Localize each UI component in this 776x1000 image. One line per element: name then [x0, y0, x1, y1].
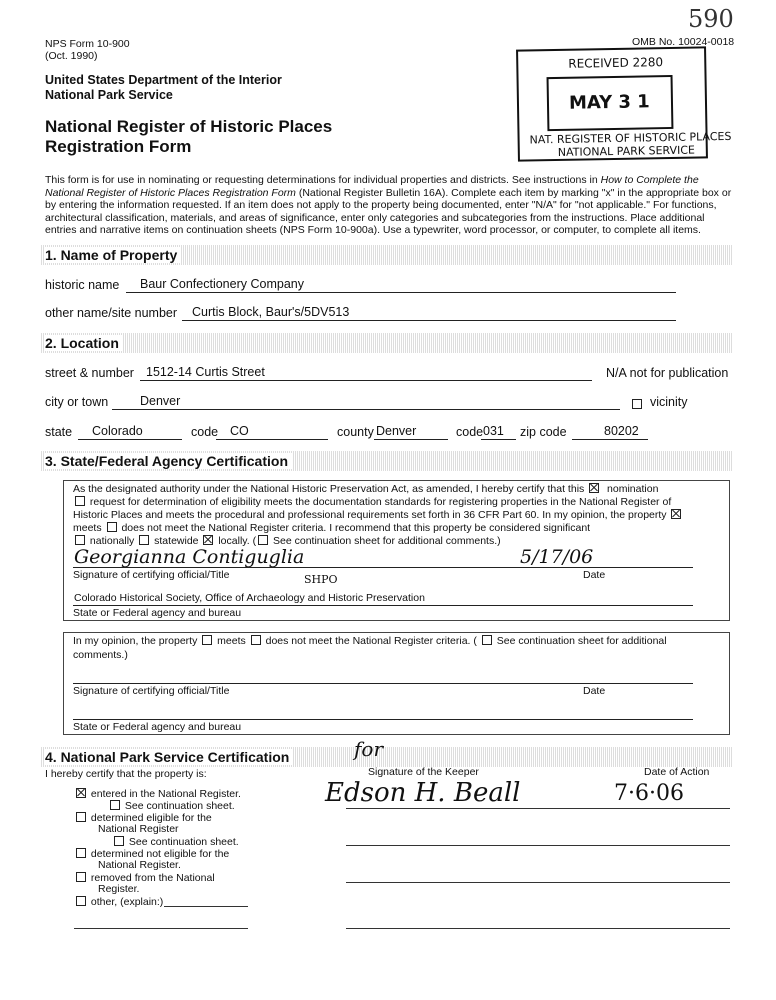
other-name-field[interactable]: Curtis Block, Baur's/5DV513: [182, 305, 676, 321]
historic-name-field[interactable]: Baur Confectionery Company: [126, 277, 676, 293]
option-not-eligible-2: National Register.: [98, 859, 181, 871]
county-label: county: [337, 425, 374, 439]
other-explain-line[interactable]: [164, 906, 248, 907]
date-label: Date: [583, 569, 606, 581]
form-date: (Oct. 1990): [45, 50, 98, 62]
stamp-line1: NAT. REGISTER OF HISTORIC PLACES: [529, 129, 732, 147]
zip-field[interactable]: 80202: [572, 424, 648, 440]
option-label: determined not eligible for the: [90, 848, 230, 860]
continuation-checkbox[interactable]: [258, 535, 268, 545]
street-label: street & number: [45, 366, 134, 380]
action-date: 7·6·06: [614, 781, 684, 806]
option-removed-2: Register.: [98, 883, 140, 895]
keeper-for: for: [354, 737, 384, 761]
state-code-label: code: [191, 425, 219, 439]
section-4-header: [40, 747, 732, 767]
handwritten-number: 590: [688, 5, 734, 33]
cert-line-2: [73, 496, 671, 509]
county-field[interactable]: Denver: [374, 424, 448, 440]
vicinity-checkbox[interactable]: [632, 399, 642, 409]
option-eligible-continuation: [112, 836, 239, 849]
b2-continuation-checkbox[interactable]: [482, 635, 492, 645]
nomination-checkbox[interactable]: [589, 483, 599, 493]
department: United States Department of the Interior: [45, 73, 282, 87]
statewide-label: statewide: [154, 535, 199, 547]
cert-line-4: [73, 522, 590, 535]
section-1-header: [40, 245, 732, 265]
continuation-label: See continuation sheet for additional comments.): [273, 535, 501, 547]
keeper-line-4[interactable]: [346, 928, 730, 929]
opinion-text: In my opinion, the property: [73, 635, 198, 647]
cert-text: request for determination of eligibility meets the documentation standards for registering properties in the National Register of: [89, 496, 672, 508]
nationally-checkbox[interactable]: [75, 535, 85, 545]
eligible-checkbox[interactable]: [76, 812, 86, 822]
historic-name-label: historic name: [45, 278, 120, 292]
form-number: NPS Form 10-900: [45, 38, 130, 50]
certifying-signature: Georgianna Contiguglia: [74, 546, 305, 568]
b2-meets-checkbox[interactable]: [202, 635, 212, 645]
locally-label: locally. (: [218, 535, 257, 547]
b2-does-not-meet-checkbox[interactable]: [251, 635, 261, 645]
option-label: determined eligible for the: [90, 812, 212, 824]
opinion-line: [73, 635, 667, 648]
section-2-header: [40, 333, 732, 353]
signature-label: Signature of certifying official/Title: [73, 569, 230, 581]
continuation-checkbox[interactable]: [114, 836, 124, 846]
option-entered: [74, 788, 241, 801]
b2-signature-line[interactable]: [73, 683, 693, 684]
zip-label: zip code: [520, 425, 567, 439]
agency-value: Colorado Historical Society, Office of Archaeology and Historic Preservation: [74, 592, 425, 604]
option-label: See continuation sheet.: [124, 800, 235, 812]
intro-text-2: (National Register Bulletin 16A). Complete each item by marking "x" in the appropriate box or by entering the information requested. If an item does not apply to the property being documented, enter "N/A" for "not applicable." For functions, architectural classification, materials, and areas of significance, enter only categories and subcategories from the instructions. Place additional entries and narrative items on continuation sheets (NPS Form 10-900a). Use a typewriter, word processor, or computer, to complete all items.: [45, 186, 732, 236]
nationally-label: nationally: [89, 535, 135, 547]
b2-date-label: Date: [583, 685, 606, 697]
opinion-text: See continuation sheet for additional: [496, 635, 667, 647]
meets-checkbox[interactable]: [671, 509, 681, 519]
cert-text: does not meet the National Register criteria. I recommend that this property be considered significant: [121, 522, 591, 534]
county-code-label: code: [456, 425, 484, 439]
cert-text: As the designated authority under the National Historic Preservation Act, as amended, I hereby certify that this: [73, 483, 585, 495]
agency-line: [73, 605, 693, 606]
stamp-received: RECEIVED 2280: [568, 55, 664, 71]
option-entered-continuation: [108, 800, 235, 813]
section-heading: 1. Name of Property: [45, 247, 181, 263]
state-label: state: [45, 425, 73, 439]
opinion-text: does not meet the National Register criteria. (: [265, 635, 477, 647]
intro-italic: How to Complete the National Register of Historic Places Registration Form: [45, 174, 699, 199]
state-certification-box: [63, 480, 730, 621]
date-of-action-label: Date of Action: [644, 766, 710, 778]
agency-label: State or Federal agency and bureau: [73, 607, 242, 619]
cert-line-1: [73, 483, 658, 496]
county-code-field[interactable]: 031: [481, 424, 516, 440]
signature-line: [73, 567, 693, 568]
removed-checkbox[interactable]: [76, 872, 86, 882]
section-3-header: [40, 451, 732, 471]
nomination-label: nomination: [607, 483, 659, 495]
option-label: removed from the National: [90, 872, 215, 884]
b2-agency-line[interactable]: [73, 719, 693, 720]
intro-text: This form is for use in nominating or requesting determinations for individual properties and districts. See instructions in: [45, 174, 601, 186]
certify-text: I hereby certify that the property is:: [45, 768, 207, 780]
commenting-official-box: [63, 632, 730, 735]
keeper-line-2[interactable]: [346, 845, 730, 846]
certifying-date: 5/17/06: [520, 546, 594, 568]
signature-title: SHPO: [304, 573, 338, 586]
keeper-signature: Edson H. Beall: [325, 778, 521, 808]
received-stamp: [516, 46, 732, 161]
b2-signature-label: Signature of certifying official/Title: [73, 685, 230, 697]
entered-checkbox[interactable]: [76, 788, 86, 798]
form-title: National Register of Historic Places: [45, 117, 333, 136]
street-field[interactable]: 1512-14 Curtis Street: [140, 365, 592, 381]
section-heading: 2. Location: [45, 335, 123, 351]
opinion-comments: comments.): [73, 649, 128, 661]
cert-line-3: [73, 509, 683, 522]
section-heading: 4. National Park Service Certification: [45, 749, 293, 765]
continuation-checkbox[interactable]: [110, 800, 120, 810]
does-not-meet-checkbox[interactable]: [107, 522, 117, 532]
vicinity-label: vicinity: [650, 395, 688, 409]
other-name-label: other name/site number: [45, 306, 178, 320]
intro-paragraph: [45, 174, 737, 237]
form-subtitle: Registration Form: [45, 137, 192, 156]
keeper-line-3[interactable]: [346, 882, 730, 883]
b2-meets-label: meets: [217, 635, 246, 647]
not-for-publication: N/A not for publication: [606, 366, 729, 380]
city-label: city or town: [45, 395, 109, 409]
option-label: other, (explain:): [90, 896, 164, 908]
keeper-line-1[interactable]: [346, 808, 730, 809]
other-checkbox[interactable]: [76, 896, 86, 906]
keeper-label: Signature of the Keeper: [368, 766, 479, 778]
city-field[interactable]: Denver: [112, 394, 620, 410]
option-removed: [74, 872, 215, 885]
option-label: entered in the National Register.: [90, 788, 241, 800]
stamp-line2: NATIONAL PARK SERVICE: [557, 143, 696, 159]
state-code-field[interactable]: CO: [216, 424, 328, 440]
statewide-checkbox[interactable]: [139, 535, 149, 545]
other-explain-line-2[interactable]: [74, 928, 248, 929]
stamp-date: MAY 3 1: [568, 91, 650, 114]
option-eligible-2: National Register: [98, 823, 179, 835]
state-field[interactable]: Colorado: [78, 424, 182, 440]
b2-agency-label: State or Federal agency and bureau: [73, 721, 242, 733]
cert-text: Historic Places and meets the procedural and professional requirements set forth in 36 CFR Part 60. In my opinion, the property: [73, 509, 667, 521]
locally-checkbox[interactable]: [203, 535, 213, 545]
option-other: [74, 896, 163, 909]
not-eligible-checkbox[interactable]: [76, 848, 86, 858]
agency: National Park Service: [45, 88, 173, 102]
request-checkbox[interactable]: [75, 496, 85, 506]
stamp-date-box: [547, 75, 674, 131]
meets-label: meets: [73, 522, 102, 534]
option-label: See continuation sheet.: [128, 836, 239, 848]
section-heading: 3. State/Federal Agency Certification: [45, 453, 292, 469]
omb-number: OMB No. 10024-0018: [632, 36, 735, 48]
